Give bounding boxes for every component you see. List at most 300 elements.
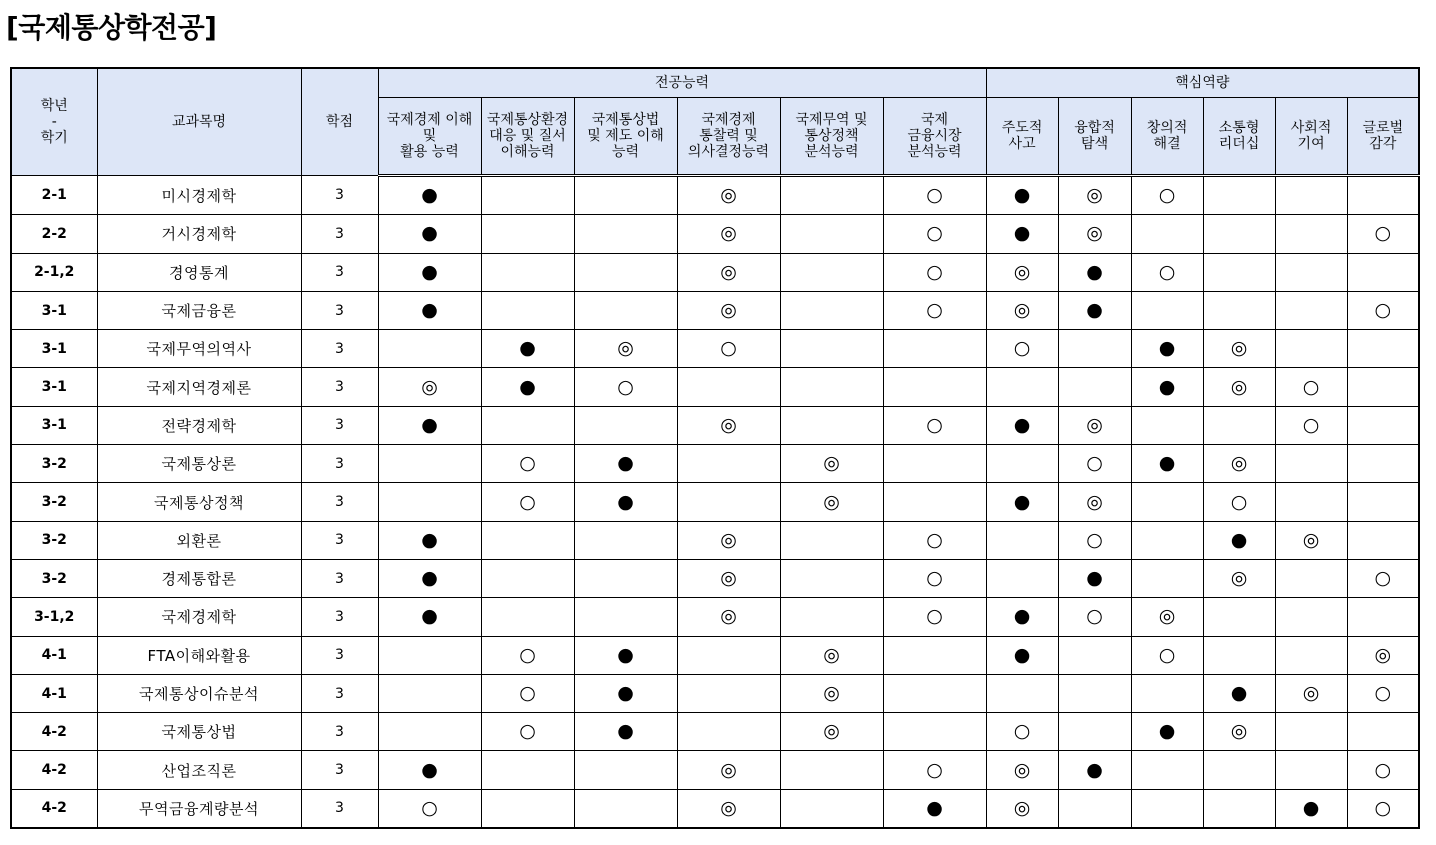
course-name-cell: 국제무역의역사 [97, 330, 301, 368]
core-competency-header-1: 주도적 사고 [986, 98, 1058, 176]
filled-circle-icon: ● [421, 567, 438, 590]
double-circle-icon: ◎ [1086, 222, 1103, 245]
double-circle-icon: ◎ [720, 605, 737, 628]
major-ability-mark-cell [481, 789, 574, 828]
year-semester-cell: 3-1 [11, 368, 97, 406]
core-competency-mark-cell [1131, 713, 1203, 751]
core-competency-mark-cell [1275, 521, 1347, 559]
core-competency-mark-cell [1275, 789, 1347, 828]
year-semester-cell: 3-2 [11, 521, 97, 559]
table-row [11, 636, 1419, 674]
major-ability-header-6: 국제 금융시장 분석능력 [883, 98, 986, 176]
major-ability-mark-cell [378, 291, 481, 329]
core-competency-mark-cell [986, 406, 1058, 444]
course-name-cell: 국제통상론 [97, 445, 301, 483]
table-row [11, 291, 1419, 329]
core-competency-mark-cell [1275, 636, 1347, 674]
course-name-cell: 국제지역경제론 [97, 368, 301, 406]
filled-circle-icon: ● [421, 222, 438, 245]
core-competency-mark-cell [1131, 483, 1203, 521]
major-ability-mark-cell [780, 636, 883, 674]
major-ability-mark-cell [574, 751, 677, 789]
core-competency-mark-cell [1347, 789, 1419, 828]
core-competency-mark-cell [986, 291, 1058, 329]
major-ability-mark-cell [883, 330, 986, 368]
double-circle-icon: ◎ [720, 758, 737, 781]
core-competency-mark-cell [1131, 253, 1203, 291]
empty-circle-icon: ○ [926, 758, 943, 781]
credit-cell: 3 [301, 330, 378, 368]
core-competency-mark-cell [1347, 751, 1419, 789]
filled-circle-icon: ● [1013, 222, 1031, 245]
core-competency-mark-cell [1131, 368, 1203, 406]
core-competency-mark-cell [1347, 713, 1419, 751]
core-competency-mark-cell [1347, 215, 1419, 253]
core-competency-mark-cell [1203, 483, 1275, 521]
major-ability-mark-cell [378, 368, 481, 406]
filled-circle-icon: ● [617, 452, 634, 475]
core-competency-mark-cell [1275, 713, 1347, 751]
major-ability-mark-cell [677, 445, 780, 483]
major-ability-mark-cell [677, 291, 780, 329]
core-competency-mark-cell [1058, 636, 1131, 674]
course-name-cell: 산업조직론 [97, 751, 301, 789]
year-semester-cell: 4-2 [11, 751, 97, 789]
core-competency-mark-cell [1275, 559, 1347, 597]
credit-cell: 3 [301, 215, 378, 253]
core-competency-mark-cell [1203, 751, 1275, 789]
core-competency-header-2: 융합적 탐색 [1058, 98, 1131, 176]
table-row [11, 253, 1419, 291]
double-circle-icon: ◎ [1013, 299, 1031, 322]
major-ability-mark-cell [883, 598, 986, 636]
major-ability-mark-cell [780, 445, 883, 483]
major-ability-mark-cell [481, 521, 574, 559]
major-ability-mark-cell [378, 176, 481, 215]
major-ability-mark-cell [677, 674, 780, 712]
filled-circle-icon: ● [1013, 643, 1031, 666]
filled-circle-icon: ● [1086, 567, 1103, 590]
table-row [11, 330, 1419, 368]
core-competency-mark-cell [986, 483, 1058, 521]
core-competency-mark-cell [1058, 598, 1131, 636]
core-competency-mark-cell [1131, 598, 1203, 636]
double-circle-icon: ◎ [720, 184, 737, 207]
empty-circle-icon: ○ [1230, 490, 1248, 513]
core-competency-mark-cell [986, 559, 1058, 597]
filled-circle-icon: ● [1230, 528, 1248, 551]
major-ability-mark-cell [780, 789, 883, 828]
course-name-cell: 미시경제학 [97, 176, 301, 215]
major-ability-mark-cell [481, 176, 574, 215]
empty-circle-icon: ○ [1374, 796, 1392, 819]
filled-circle-icon: ● [617, 682, 634, 704]
empty-circle-icon: ○ [1374, 758, 1392, 781]
filled-circle-icon: ● [1086, 299, 1103, 322]
major-ability-mark-cell [481, 215, 574, 253]
empty-circle-icon: ○ [1086, 605, 1103, 628]
empty-circle-icon: ○ [926, 260, 943, 283]
year-semester-cell: 2-1,2 [11, 253, 97, 291]
credit-cell: 3 [301, 445, 378, 483]
double-circle-icon: ◎ [720, 413, 737, 436]
empty-circle-icon: ○ [926, 413, 943, 436]
credit-cell: 3 [301, 483, 378, 521]
major-ability-header-5: 국제무역 및 통상정책 분석능력 [780, 98, 883, 176]
major-ability-mark-cell [378, 521, 481, 559]
major-ability-mark-cell [883, 559, 986, 597]
major-ability-mark-cell [574, 445, 677, 483]
double-circle-icon: ◎ [720, 528, 737, 551]
major-ability-mark-cell [677, 406, 780, 444]
credit-cell: 3 [301, 291, 378, 329]
major-ability-mark-cell [677, 330, 780, 368]
double-circle-icon: ◎ [1013, 758, 1031, 781]
major-ability-mark-cell [780, 521, 883, 559]
double-circle-icon: ◎ [1086, 184, 1103, 207]
double-circle-icon: ◎ [823, 452, 840, 475]
major-ability-header-2: 국제통상환경 대응 및 질서 이해능력 [481, 98, 574, 176]
major-ability-mark-cell [378, 253, 481, 291]
major-ability-mark-cell [481, 406, 574, 444]
table-row [11, 406, 1419, 444]
empty-circle-icon: ○ [1374, 299, 1392, 322]
core-competency-mark-cell [1131, 636, 1203, 674]
core-competency-mark-cell [1203, 215, 1275, 253]
filled-circle-icon: ● [1013, 413, 1031, 436]
core-competency-mark-cell [1203, 368, 1275, 406]
major-ability-mark-cell [780, 674, 883, 712]
empty-circle-icon: ○ [1013, 720, 1031, 743]
empty-circle-icon: ○ [421, 796, 438, 819]
filled-circle-icon: ● [421, 605, 438, 628]
double-circle-icon: ◎ [823, 720, 840, 743]
core-competency-mark-cell [1058, 789, 1131, 828]
table-row [11, 559, 1419, 597]
major-ability-mark-cell [481, 598, 574, 636]
double-circle-icon: ◎ [720, 299, 737, 322]
empty-circle-icon: ○ [1086, 528, 1103, 551]
major-ability-mark-cell [780, 713, 883, 751]
major-ability-mark-cell [677, 636, 780, 674]
core-competency-mark-cell [1058, 406, 1131, 444]
core-competency-mark-cell [1275, 598, 1347, 636]
core-competency-mark-cell [1275, 215, 1347, 253]
core-competency-mark-cell [1347, 445, 1419, 483]
course-name-cell: 경영통계 [97, 253, 301, 291]
filled-circle-icon: ● [421, 299, 438, 322]
filled-circle-icon: ● [1158, 720, 1176, 743]
empty-circle-icon: ○ [926, 184, 943, 207]
major-ability-mark-cell [378, 483, 481, 521]
double-circle-icon: ◎ [1086, 490, 1103, 513]
core-competency-mark-cell [1058, 176, 1131, 215]
table-row [11, 713, 1419, 751]
major-ability-mark-cell [574, 713, 677, 751]
credit-cell: 3 [301, 751, 378, 789]
major-ability-mark-cell [574, 215, 677, 253]
major-ability-mark-cell [378, 559, 481, 597]
credit-header: 학점 [301, 68, 378, 176]
filled-circle-icon: ● [1013, 605, 1031, 628]
empty-circle-icon: ○ [1158, 260, 1176, 283]
year-semester-cell: 3-1 [11, 291, 97, 329]
filled-circle-icon: ● [421, 413, 438, 436]
table-row [11, 215, 1419, 253]
core-competency-mark-cell [1203, 636, 1275, 674]
major-ability-mark-cell [677, 521, 780, 559]
core-competency-mark-cell [1058, 330, 1131, 368]
double-circle-icon: ◎ [720, 260, 737, 283]
double-circle-icon: ◎ [720, 222, 737, 245]
empty-circle-icon: ○ [1086, 452, 1103, 475]
filled-circle-icon: ● [421, 528, 438, 551]
empty-circle-icon: ○ [926, 222, 943, 245]
major-ability-mark-cell [378, 215, 481, 253]
double-circle-icon: ◎ [1302, 682, 1320, 704]
year-semester-cell: 2-2 [11, 215, 97, 253]
core-competency-mark-cell [1347, 559, 1419, 597]
major-ability-mark-cell [378, 789, 481, 828]
core-competency-header-3: 창의적 해결 [1131, 98, 1203, 176]
empty-circle-icon: ○ [519, 720, 536, 743]
major-ability-mark-cell [378, 713, 481, 751]
major-ability-mark-cell [780, 253, 883, 291]
core-competency-mark-cell [1347, 368, 1419, 406]
major-ability-mark-cell [883, 368, 986, 406]
credit-cell: 3 [301, 713, 378, 751]
core-competency-mark-cell [986, 368, 1058, 406]
filled-circle-icon: ● [1013, 184, 1031, 207]
major-ability-mark-cell [481, 713, 574, 751]
empty-circle-icon: ○ [519, 490, 536, 513]
core-competency-mark-cell [986, 521, 1058, 559]
course-name-cell: 국제통상법 [97, 713, 301, 751]
year-semester-cell: 3-2 [11, 445, 97, 483]
double-circle-icon: ◎ [1013, 260, 1031, 283]
major-ability-mark-cell [574, 253, 677, 291]
credit-cell: 3 [301, 636, 378, 674]
empty-circle-icon: ○ [1374, 567, 1392, 590]
year-semester-cell: 3-2 [11, 559, 97, 597]
major-ability-mark-cell [677, 598, 780, 636]
major-ability-mark-cell [574, 176, 677, 215]
year-semester-cell: 2-1 [11, 176, 97, 215]
core-competency-mark-cell [1203, 406, 1275, 444]
major-ability-mark-cell [574, 598, 677, 636]
credit-cell: 3 [301, 559, 378, 597]
major-ability-mark-cell [883, 253, 986, 291]
major-ability-mark-cell [883, 713, 986, 751]
double-circle-icon: ◎ [1374, 643, 1392, 666]
table-row [11, 445, 1419, 483]
major-ability-mark-cell [481, 483, 574, 521]
year-semester-cell: 4-1 [11, 674, 97, 712]
core-competency-mark-cell [986, 445, 1058, 483]
core-competency-mark-cell [1347, 330, 1419, 368]
core-competency-mark-cell [1275, 253, 1347, 291]
major-ability-mark-cell [780, 559, 883, 597]
core-competency-mark-cell [1203, 291, 1275, 329]
major-ability-mark-cell [378, 636, 481, 674]
core-competency-mark-cell [986, 713, 1058, 751]
core-competency-mark-cell [1131, 674, 1203, 712]
core-competency-mark-cell [1275, 751, 1347, 789]
course-name-cell: 외환론 [97, 521, 301, 559]
major-ability-mark-cell [780, 751, 883, 789]
core-competency-mark-cell [1347, 598, 1419, 636]
core-competency-mark-cell [1347, 483, 1419, 521]
major-ability-mark-cell [574, 368, 677, 406]
major-ability-group-header: 전공능력 [378, 68, 986, 98]
course-name-cell: 국제통상정책 [97, 483, 301, 521]
core-competency-mark-cell [1058, 674, 1131, 712]
major-ability-mark-cell [378, 751, 481, 789]
double-circle-icon: ◎ [1230, 452, 1248, 475]
credit-cell: 3 [301, 406, 378, 444]
filled-circle-icon: ● [617, 490, 634, 513]
filled-circle-icon: ● [519, 375, 536, 398]
core-competency-mark-cell [1203, 253, 1275, 291]
year-semester-cell: 3-2 [11, 483, 97, 521]
empty-circle-icon: ○ [1013, 337, 1031, 360]
core-competency-mark-cell [1275, 330, 1347, 368]
core-competency-mark-cell [1131, 751, 1203, 789]
major-ability-mark-cell [481, 291, 574, 329]
core-competency-mark-cell [1347, 521, 1419, 559]
core-competency-mark-cell [1058, 368, 1131, 406]
core-competency-mark-cell [1131, 215, 1203, 253]
core-competency-mark-cell [1203, 674, 1275, 712]
core-competency-mark-cell [1058, 253, 1131, 291]
major-ability-mark-cell [574, 636, 677, 674]
core-competency-group-header: 핵심역량 [986, 68, 1419, 98]
major-ability-mark-cell [574, 674, 677, 712]
double-circle-icon: ◎ [1230, 337, 1248, 360]
core-competency-mark-cell [1058, 751, 1131, 789]
table-row [11, 521, 1419, 559]
double-circle-icon: ◎ [1158, 605, 1176, 628]
double-circle-icon: ◎ [1230, 567, 1248, 590]
filled-circle-icon: ● [1013, 490, 1031, 513]
filled-circle-icon: ● [617, 720, 634, 743]
double-circle-icon: ◎ [720, 796, 737, 819]
major-ability-mark-cell [574, 521, 677, 559]
double-circle-icon: ◎ [720, 567, 737, 590]
major-ability-mark-cell [677, 215, 780, 253]
empty-circle-icon: ○ [519, 452, 536, 475]
core-competency-mark-cell [1203, 445, 1275, 483]
table-row [11, 789, 1419, 828]
major-ability-mark-cell [883, 521, 986, 559]
empty-circle-icon: ○ [519, 682, 536, 704]
credit-cell: 3 [301, 598, 378, 636]
empty-circle-icon: ○ [720, 337, 737, 360]
core-competency-header-4: 소통형 리더십 [1203, 98, 1275, 176]
major-ability-mark-cell [677, 789, 780, 828]
empty-circle-icon: ○ [1158, 643, 1176, 666]
major-ability-mark-cell [481, 368, 574, 406]
filled-circle-icon: ● [926, 796, 943, 819]
year-semester-cell: 3-1 [11, 330, 97, 368]
filled-circle-icon: ● [1230, 682, 1248, 704]
filled-circle-icon: ● [519, 337, 536, 360]
core-competency-mark-cell [1275, 445, 1347, 483]
double-circle-icon: ◎ [1302, 528, 1320, 551]
major-ability-header-1: 국제경제 이해 및 활용 능력 [378, 98, 481, 176]
year-semester-header: 학년 - 학기 [11, 68, 97, 176]
course-name-cell: 경제통합론 [97, 559, 301, 597]
core-competency-mark-cell [1131, 521, 1203, 559]
major-ability-header-3: 국제통상법 및 제도 이해 능력 [574, 98, 677, 176]
core-competency-mark-cell [1131, 559, 1203, 597]
core-competency-mark-cell [1347, 253, 1419, 291]
core-competency-header-6: 글로벌 감각 [1347, 98, 1419, 176]
empty-circle-icon: ○ [926, 605, 943, 628]
empty-circle-icon: ○ [926, 299, 943, 322]
core-competency-mark-cell [1203, 521, 1275, 559]
filled-circle-icon: ● [1302, 796, 1320, 819]
double-circle-icon: ◎ [823, 490, 840, 513]
table-row [11, 674, 1419, 712]
core-competency-mark-cell [1058, 215, 1131, 253]
major-ability-mark-cell [780, 215, 883, 253]
core-competency-mark-cell [1203, 598, 1275, 636]
core-competency-mark-cell [986, 598, 1058, 636]
major-ability-mark-cell [378, 330, 481, 368]
course-name-cell: 거시경제학 [97, 215, 301, 253]
core-competency-mark-cell [1347, 674, 1419, 712]
major-ability-mark-cell [883, 636, 986, 674]
major-ability-mark-cell [780, 368, 883, 406]
major-ability-mark-cell [780, 598, 883, 636]
course-name-header: 교과목명 [97, 68, 301, 176]
filled-circle-icon: ● [421, 184, 438, 207]
empty-circle-icon: ○ [1374, 222, 1392, 245]
core-competency-mark-cell [1131, 406, 1203, 444]
core-competency-mark-cell [1058, 559, 1131, 597]
core-competency-mark-cell [1058, 483, 1131, 521]
major-ability-mark-cell [378, 674, 481, 712]
major-ability-mark-cell [780, 176, 883, 215]
curriculum-table [10, 67, 1420, 829]
core-competency-mark-cell [1275, 483, 1347, 521]
core-competency-mark-cell [1347, 176, 1419, 215]
major-ability-mark-cell [780, 330, 883, 368]
core-competency-mark-cell [986, 330, 1058, 368]
major-ability-mark-cell [378, 598, 481, 636]
core-competency-mark-cell [1275, 176, 1347, 215]
core-competency-mark-cell [1203, 789, 1275, 828]
core-competency-mark-cell [1131, 176, 1203, 215]
credit-cell: 3 [301, 789, 378, 828]
page-title: [국제통상학전공] [6, 11, 217, 44]
major-ability-mark-cell [677, 176, 780, 215]
major-ability-mark-cell [780, 406, 883, 444]
core-competency-mark-cell [986, 636, 1058, 674]
major-ability-mark-cell [574, 291, 677, 329]
double-circle-icon: ◎ [421, 375, 438, 398]
core-competency-mark-cell [1058, 291, 1131, 329]
major-ability-mark-cell [481, 445, 574, 483]
filled-circle-icon: ● [1158, 452, 1176, 475]
major-ability-mark-cell [574, 559, 677, 597]
major-ability-mark-cell [574, 483, 677, 521]
core-competency-mark-cell [1347, 636, 1419, 674]
core-competency-mark-cell [1131, 789, 1203, 828]
empty-circle-icon: ○ [1302, 375, 1320, 398]
double-circle-icon: ◎ [1230, 720, 1248, 743]
